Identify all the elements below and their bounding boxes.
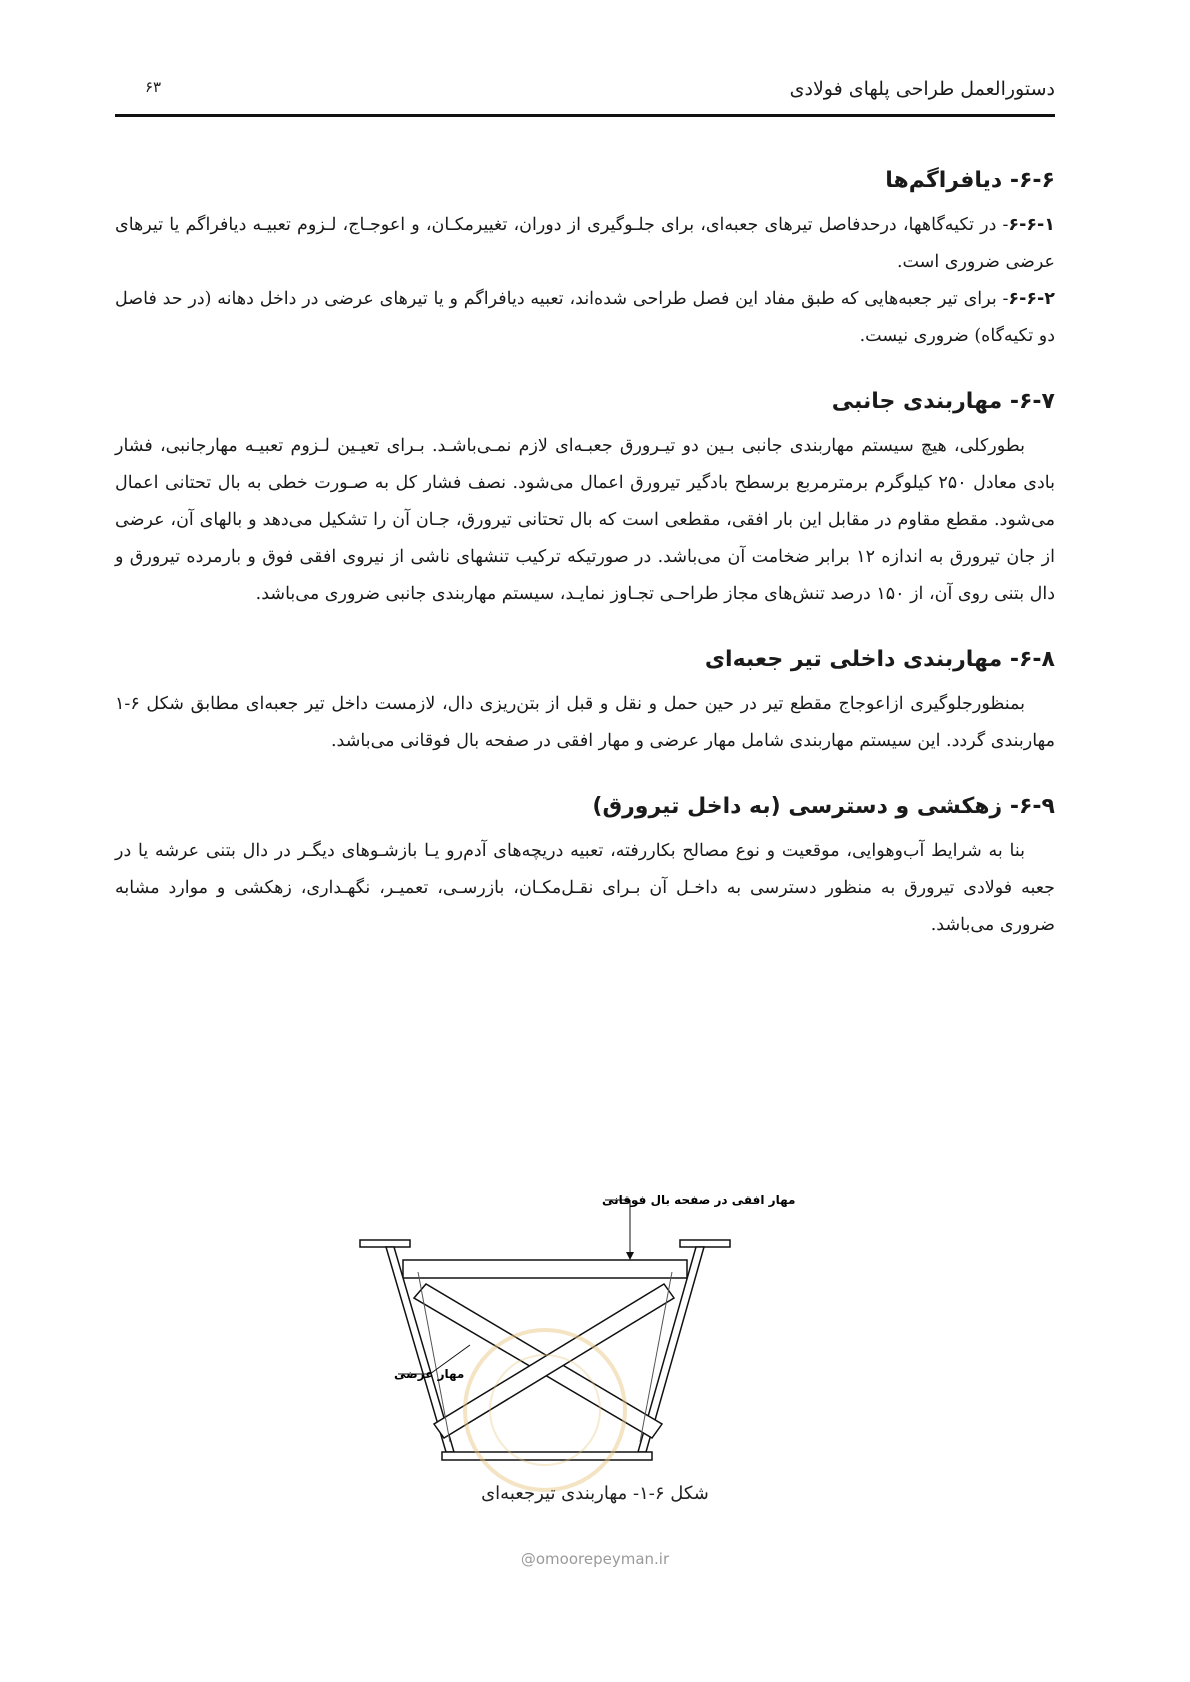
figure-caption: شکل ۶-۱- مهاربندی تیرجعبه‌ای bbox=[481, 1483, 709, 1504]
section-heading: ۶-۹- زهکشی و دسترسی (به داخل تیرورق) bbox=[592, 794, 1055, 819]
paragraph bbox=[115, 207, 1055, 281]
top-flange-left bbox=[360, 1240, 410, 1247]
paragraph: بنا به شرایط آب‌وهوایی، موقعیت و نوع مصالح بکاررفته، تعبیه دریچه‌های آدم‌رو یـا بازشـوهای دیگـر در دال بتنی عرشه یا در جعبه فولادی تیرورق به منظور دسترسی به داخـل آن بـرای نقـل‌مکـان، بازرسـی، تعمیـر، نگهـداری، زهکشی و موارد مشابه ضروری می‌باشد. bbox=[115, 841, 1055, 935]
clause-number: ۶-۶-۱ bbox=[1008, 215, 1055, 235]
arrow-head-icon bbox=[626, 1252, 634, 1260]
section-lateral-bracing bbox=[115, 389, 1055, 613]
section-heading: ۶-۸- مهاربندی داخلی تیر جعبه‌ای bbox=[704, 647, 1055, 672]
paragraph: بمنظورجلوگیری ازاعوجاج مقطع تیر در حین حمل و نقل و قبل از بتن‌ریزی دال، لازمست داخل تیر جعبه‌ای مطابق شکل ۶-۱ مهاربندی گردد. این سیستم مهاربندی شامل مهار عرضی و مهار افقی در صفحه بال فوقانی می‌باشد. bbox=[115, 694, 1055, 751]
watermark-text: @omoorepeyman.ir bbox=[520, 1550, 670, 1568]
section-heading: ۶-۶- دیافراگم‌ها bbox=[885, 168, 1055, 193]
page-content bbox=[115, 168, 1055, 944]
header-rule bbox=[115, 114, 1055, 117]
paragraph bbox=[115, 281, 1055, 355]
section-drainage-access bbox=[115, 794, 1055, 944]
label-cross-brace: مهار عرضی bbox=[394, 1367, 465, 1381]
paragraph-text: - برای تیر جعبه‌هایی که طبق مفاد این فصل طراحی شده‌اند، تعبیه دیافراگم و یا تیرهای عرضی در داخل دهانه (در حد فاصل دو تکیه‌گاه) ضروری نیست. bbox=[115, 289, 1055, 346]
paragraph: بطورکلی، هیچ سیستم مهاربندی جانبی بـین دو تیـرورق جعبـه‌ای لازم نمـی‌باشـد. بـرای تعیـین لـزوم تعبیـه مهارجانبی، فشار بادی معادل ۲۵۰ کیلوگرم برمترمربع برسطح بادگیر تیرورق اعمال می‌شود. نصف فشار کل به صـورت خطی به بال تحتانی اعمال می‌شود. مقطع مقاوم در مقابل این بار افقی، مقطعی است که بال تحتانی تیرورق، جـان آن را تشکیل می‌دهد و بالهای آن، عرضی از جان تیرورق به اندازه ۱۲ برابر ضخامت آن می‌باشد. در صورتیکه ترکیب تنشهای ناشی از نیروی افقی فوق و بارمرده تیرورق و دال بتنی روی آن، از ۱۵۰ درصد تنش‌های مجاز طراحـی تجـاوز نمایـد، سیستم مهاربندی جانبی ضروری می‌باشد. bbox=[115, 436, 1055, 604]
clause-number: ۶-۶-۲ bbox=[1008, 289, 1055, 309]
page-number: ۶۳ bbox=[145, 78, 162, 96]
page-header bbox=[115, 72, 1055, 112]
section-internal-bracing bbox=[115, 647, 1055, 760]
section-heading: ۶-۷- مهاربندی جانبی bbox=[831, 389, 1055, 414]
bottom-flange bbox=[442, 1452, 652, 1460]
section-diaphragms bbox=[115, 168, 1055, 355]
horizontal-brace bbox=[403, 1260, 687, 1278]
paragraph-text: - در تکیه‌گاهها، درحدفاصل تیرهای جعبه‌ای، برای جلـوگیری از دوران، تغییرمکـان، و اعوجـاج، لـزوم تعبیـه دیافراگم یا تیرهای عرضی ضروری است. bbox=[115, 215, 1055, 272]
label-horizontal-brace: مهار افقی در صفحه بال فوقانی bbox=[602, 1193, 796, 1207]
header-title: دستورالعمل طراحی پلهای فولادی bbox=[789, 78, 1055, 100]
box-girder-bracing-figure bbox=[330, 1180, 796, 1510]
top-flange-right bbox=[680, 1240, 730, 1247]
